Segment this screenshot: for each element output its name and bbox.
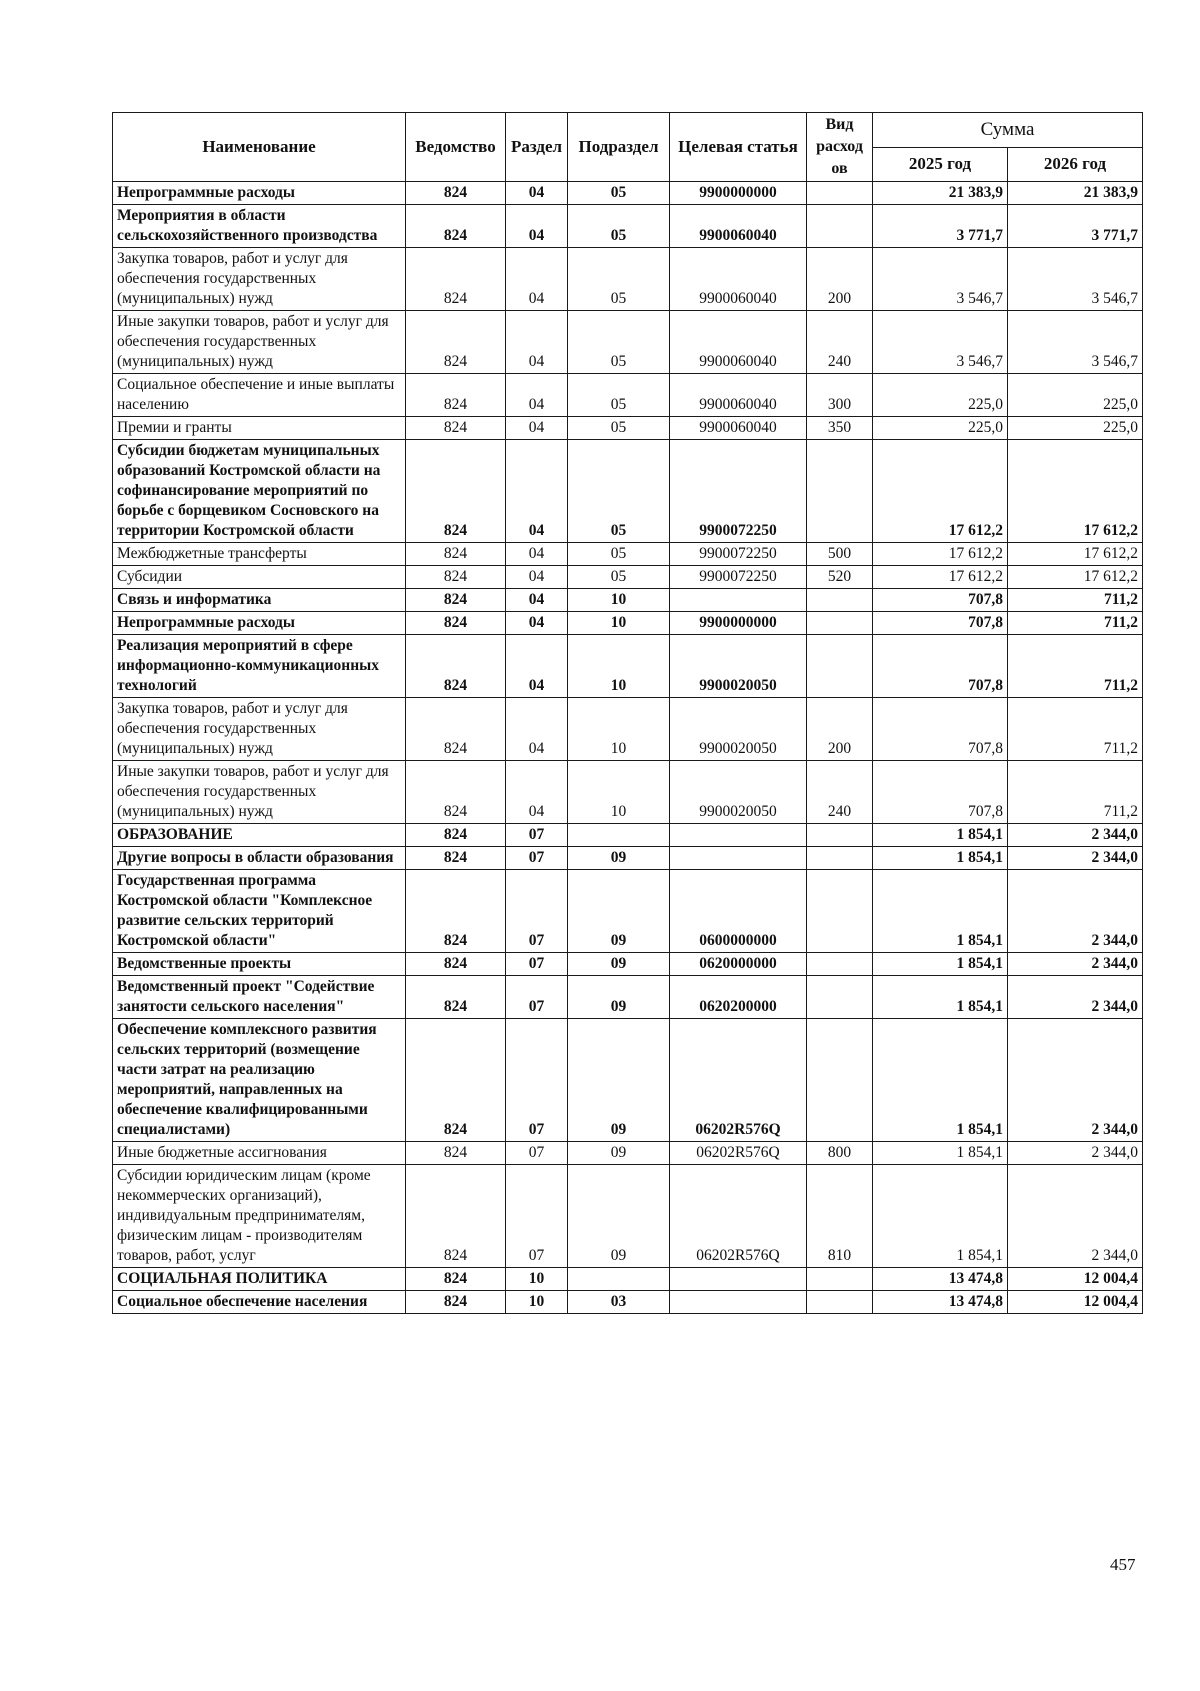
row-target: 9900020050 bbox=[670, 635, 807, 698]
row-target: 9900060040 bbox=[670, 205, 807, 248]
row-section: 04 bbox=[506, 374, 568, 417]
row-target bbox=[670, 589, 807, 612]
row-section: 07 bbox=[506, 953, 568, 976]
row-dept: 824 bbox=[406, 1291, 506, 1314]
row-section: 07 bbox=[506, 1019, 568, 1142]
row-sum-2026: 2 344,0 bbox=[1008, 953, 1143, 976]
row-name: Ведомственный проект "Содействие занятости сельского населения" bbox=[113, 976, 406, 1019]
row-sum-2025: 1 854,1 bbox=[873, 870, 1008, 953]
row-sum-2025: 1 854,1 bbox=[873, 847, 1008, 870]
row-kind bbox=[807, 847, 873, 870]
row-sum-2026: 12 004,4 bbox=[1008, 1291, 1143, 1314]
row-target: 9900020050 bbox=[670, 761, 807, 824]
header-dept: Ведомство bbox=[406, 113, 506, 182]
row-sum-2025: 707,8 bbox=[873, 635, 1008, 698]
row-dept: 824 bbox=[406, 589, 506, 612]
row-dept: 824 bbox=[406, 698, 506, 761]
budget-table-sheet bbox=[112, 112, 1142, 1314]
row-subsection: 10 bbox=[568, 635, 670, 698]
header-row-1 bbox=[113, 113, 1143, 148]
row-kind bbox=[807, 182, 873, 205]
row-kind: 350 bbox=[807, 417, 873, 440]
row-subsection: 05 bbox=[568, 440, 670, 543]
row-kind: 810 bbox=[807, 1165, 873, 1268]
row-dept: 824 bbox=[406, 205, 506, 248]
header-section: Раздел bbox=[506, 113, 568, 182]
row-name: Связь и информатика bbox=[113, 589, 406, 612]
row-name: Ведомственные проекты bbox=[113, 953, 406, 976]
row-sum-2026: 225,0 bbox=[1008, 374, 1143, 417]
row-sum-2025: 3 546,7 bbox=[873, 311, 1008, 374]
row-kind: 500 bbox=[807, 543, 873, 566]
row-dept: 824 bbox=[406, 1165, 506, 1268]
row-sum-2025: 17 612,2 bbox=[873, 543, 1008, 566]
row-sum-2025: 1 854,1 bbox=[873, 1019, 1008, 1142]
table-row bbox=[113, 182, 1143, 205]
table-row bbox=[113, 1165, 1143, 1268]
row-target: 9900072250 bbox=[670, 543, 807, 566]
row-target: 0620200000 bbox=[670, 976, 807, 1019]
header-name: Наименование bbox=[113, 113, 406, 182]
row-subsection: 10 bbox=[568, 612, 670, 635]
row-sum-2026: 225,0 bbox=[1008, 417, 1143, 440]
row-dept: 824 bbox=[406, 847, 506, 870]
row-target bbox=[670, 1291, 807, 1314]
row-kind: 200 bbox=[807, 248, 873, 311]
row-sum-2025: 707,8 bbox=[873, 612, 1008, 635]
row-subsection: 10 bbox=[568, 698, 670, 761]
header-2026: 2026 год bbox=[1008, 147, 1143, 182]
row-target: 9900072250 bbox=[670, 440, 807, 543]
row-subsection bbox=[568, 1268, 670, 1291]
table-row bbox=[113, 847, 1143, 870]
row-sum-2026: 2 344,0 bbox=[1008, 976, 1143, 1019]
row-sum-2025: 707,8 bbox=[873, 589, 1008, 612]
row-name: Другие вопросы в области образования bbox=[113, 847, 406, 870]
row-sum-2025: 1 854,1 bbox=[873, 953, 1008, 976]
row-sum-2025: 13 474,8 bbox=[873, 1291, 1008, 1314]
row-dept: 824 bbox=[406, 635, 506, 698]
row-dept: 824 bbox=[406, 612, 506, 635]
row-name: Закупка товаров, работ и услуг для обеспечения государственных (муниципальных) нужд bbox=[113, 248, 406, 311]
row-kind: 240 bbox=[807, 311, 873, 374]
row-name: Премии и гранты bbox=[113, 417, 406, 440]
row-kind bbox=[807, 870, 873, 953]
row-section: 04 bbox=[506, 248, 568, 311]
table-row bbox=[113, 248, 1143, 311]
table-row bbox=[113, 1268, 1143, 1291]
table-row bbox=[113, 205, 1143, 248]
page-number: 457 bbox=[1110, 1555, 1136, 1574]
header-subsection: Подраздел bbox=[568, 113, 670, 182]
row-target: 9900000000 bbox=[670, 182, 807, 205]
row-sum-2026: 711,2 bbox=[1008, 761, 1143, 824]
table-row bbox=[113, 1142, 1143, 1165]
row-kind: 520 bbox=[807, 566, 873, 589]
table-row bbox=[113, 440, 1143, 543]
row-section: 04 bbox=[506, 311, 568, 374]
row-name: Закупка товаров, работ и услуг для обеспечения государственных (муниципальных) нужд bbox=[113, 698, 406, 761]
table-row bbox=[113, 1291, 1143, 1314]
row-kind: 300 bbox=[807, 374, 873, 417]
row-target bbox=[670, 847, 807, 870]
row-section: 04 bbox=[506, 543, 568, 566]
row-name: Непрограммные расходы bbox=[113, 182, 406, 205]
row-subsection: 09 bbox=[568, 1142, 670, 1165]
row-name: Субсидии юридическим лицам (кроме некоммерческих организаций), индивидуальным предпринимателям, физическим лицам - производителям товаров, работ, услуг bbox=[113, 1165, 406, 1268]
row-section: 04 bbox=[506, 635, 568, 698]
row-subsection: 09 bbox=[568, 870, 670, 953]
row-sum-2026: 17 612,2 bbox=[1008, 543, 1143, 566]
row-target bbox=[670, 1268, 807, 1291]
row-subsection bbox=[568, 824, 670, 847]
row-sum-2025: 1 854,1 bbox=[873, 976, 1008, 1019]
row-sum-2025: 17 612,2 bbox=[873, 440, 1008, 543]
row-subsection: 09 bbox=[568, 953, 670, 976]
row-kind bbox=[807, 205, 873, 248]
row-section: 10 bbox=[506, 1268, 568, 1291]
row-sum-2026: 17 612,2 bbox=[1008, 566, 1143, 589]
row-sum-2026: 3 771,7 bbox=[1008, 205, 1143, 248]
row-subsection: 10 bbox=[568, 589, 670, 612]
row-section: 04 bbox=[506, 205, 568, 248]
row-sum-2025: 3 546,7 bbox=[873, 248, 1008, 311]
row-kind bbox=[807, 612, 873, 635]
row-subsection: 10 bbox=[568, 761, 670, 824]
row-dept: 824 bbox=[406, 182, 506, 205]
row-subsection: 09 bbox=[568, 1019, 670, 1142]
row-kind bbox=[807, 440, 873, 543]
row-subsection: 09 bbox=[568, 1165, 670, 1268]
row-sum-2025: 1 854,1 bbox=[873, 1142, 1008, 1165]
row-target: 06202R576Q bbox=[670, 1019, 807, 1142]
row-section: 04 bbox=[506, 566, 568, 589]
row-kind bbox=[807, 1019, 873, 1142]
row-sum-2026: 2 344,0 bbox=[1008, 847, 1143, 870]
row-name: Субсидии бюджетам муниципальных образований Костромской области на софинансирование мероприятий по борьбе с борщевиком Сосновского на территории Костромской области bbox=[113, 440, 406, 543]
row-target: 9900060040 bbox=[670, 374, 807, 417]
row-sum-2025: 707,8 bbox=[873, 698, 1008, 761]
row-dept: 824 bbox=[406, 824, 506, 847]
row-dept: 824 bbox=[406, 1268, 506, 1291]
row-section: 07 bbox=[506, 824, 568, 847]
table-row bbox=[113, 635, 1143, 698]
row-sum-2026: 711,2 bbox=[1008, 612, 1143, 635]
row-target: 06202R576Q bbox=[670, 1142, 807, 1165]
row-dept: 824 bbox=[406, 1142, 506, 1165]
row-name: Реализация мероприятий в сфере информационно-коммуникационных технологий bbox=[113, 635, 406, 698]
row-kind bbox=[807, 976, 873, 1019]
table-row bbox=[113, 976, 1143, 1019]
row-target: 9900020050 bbox=[670, 698, 807, 761]
row-sum-2026: 711,2 bbox=[1008, 589, 1143, 612]
row-target: 9900060040 bbox=[670, 248, 807, 311]
table-row bbox=[113, 870, 1143, 953]
row-dept: 824 bbox=[406, 543, 506, 566]
budget-table bbox=[112, 112, 1143, 1314]
row-target: 9900060040 bbox=[670, 311, 807, 374]
row-dept: 824 bbox=[406, 870, 506, 953]
row-name: СОЦИАЛЬНАЯ ПОЛИТИКА bbox=[113, 1268, 406, 1291]
table-row bbox=[113, 824, 1143, 847]
row-target: 0620000000 bbox=[670, 953, 807, 976]
row-kind: 240 bbox=[807, 761, 873, 824]
header-2025: 2025 год bbox=[873, 147, 1008, 182]
row-dept: 824 bbox=[406, 953, 506, 976]
row-name: Социальное обеспечение населения bbox=[113, 1291, 406, 1314]
row-dept: 824 bbox=[406, 417, 506, 440]
row-name: Мероприятия в области сельскохозяйственного производства bbox=[113, 205, 406, 248]
row-section: 04 bbox=[506, 417, 568, 440]
row-name: ОБРАЗОВАНИЕ bbox=[113, 824, 406, 847]
table-row bbox=[113, 543, 1143, 566]
table-row bbox=[113, 374, 1143, 417]
row-name: Межбюджетные трансферты bbox=[113, 543, 406, 566]
row-section: 07 bbox=[506, 1142, 568, 1165]
row-sum-2026: 2 344,0 bbox=[1008, 1165, 1143, 1268]
row-name: Иные закупки товаров, работ и услуг для обеспечения государственных (муниципальных) нужд bbox=[113, 761, 406, 824]
row-kind bbox=[807, 635, 873, 698]
row-kind: 200 bbox=[807, 698, 873, 761]
row-subsection: 05 bbox=[568, 566, 670, 589]
row-section: 04 bbox=[506, 761, 568, 824]
row-sum-2026: 2 344,0 bbox=[1008, 870, 1143, 953]
table-row bbox=[113, 311, 1143, 374]
row-section: 04 bbox=[506, 440, 568, 543]
row-sum-2025: 1 854,1 bbox=[873, 1165, 1008, 1268]
row-sum-2026: 12 004,4 bbox=[1008, 1268, 1143, 1291]
row-kind bbox=[807, 1291, 873, 1314]
row-kind bbox=[807, 1268, 873, 1291]
row-kind bbox=[807, 589, 873, 612]
row-sum-2026: 2 344,0 bbox=[1008, 1019, 1143, 1142]
row-subsection: 05 bbox=[568, 205, 670, 248]
row-kind bbox=[807, 824, 873, 847]
row-dept: 824 bbox=[406, 440, 506, 543]
row-kind bbox=[807, 953, 873, 976]
row-target bbox=[670, 824, 807, 847]
row-name: Непрограммные расходы bbox=[113, 612, 406, 635]
row-sum-2026: 711,2 bbox=[1008, 635, 1143, 698]
row-target: 9900000000 bbox=[670, 612, 807, 635]
row-sum-2026: 21 383,9 bbox=[1008, 182, 1143, 205]
row-sum-2026: 3 546,7 bbox=[1008, 311, 1143, 374]
table-row bbox=[113, 612, 1143, 635]
row-section: 04 bbox=[506, 698, 568, 761]
header-sum: Сумма bbox=[873, 113, 1143, 148]
row-dept: 824 bbox=[406, 1019, 506, 1142]
row-target: 06202R576Q bbox=[670, 1165, 807, 1268]
row-dept: 824 bbox=[406, 248, 506, 311]
row-subsection: 05 bbox=[568, 417, 670, 440]
row-section: 04 bbox=[506, 612, 568, 635]
row-name: Социальное обеспечение и иные выплаты населению bbox=[113, 374, 406, 417]
row-subsection: 05 bbox=[568, 374, 670, 417]
row-kind: 800 bbox=[807, 1142, 873, 1165]
row-dept: 824 bbox=[406, 566, 506, 589]
row-target: 9900072250 bbox=[670, 566, 807, 589]
row-dept: 824 bbox=[406, 311, 506, 374]
table-row bbox=[113, 1019, 1143, 1142]
row-sum-2026: 3 546,7 bbox=[1008, 248, 1143, 311]
row-subsection: 09 bbox=[568, 847, 670, 870]
row-name: Обеспечение комплексного развития сельских территорий (возмещение части затрат на реализацию мероприятий, направленных на обеспечение квалифицированными специалистами) bbox=[113, 1019, 406, 1142]
row-dept: 824 bbox=[406, 976, 506, 1019]
table-row bbox=[113, 566, 1143, 589]
row-sum-2026: 2 344,0 bbox=[1008, 824, 1143, 847]
row-section: 04 bbox=[506, 589, 568, 612]
header-kind: Вид расход ов bbox=[807, 113, 873, 182]
row-section: 07 bbox=[506, 976, 568, 1019]
row-sum-2025: 17 612,2 bbox=[873, 566, 1008, 589]
row-sum-2026: 711,2 bbox=[1008, 698, 1143, 761]
row-section: 07 bbox=[506, 1165, 568, 1268]
row-target: 0600000000 bbox=[670, 870, 807, 953]
row-dept: 824 bbox=[406, 374, 506, 417]
row-sum-2025: 707,8 bbox=[873, 761, 1008, 824]
row-sum-2025: 225,0 bbox=[873, 374, 1008, 417]
row-section: 07 bbox=[506, 847, 568, 870]
row-subsection: 09 bbox=[568, 976, 670, 1019]
row-section: 07 bbox=[506, 870, 568, 953]
row-subsection: 03 bbox=[568, 1291, 670, 1314]
table-body bbox=[113, 182, 1143, 1314]
row-sum-2025: 3 771,7 bbox=[873, 205, 1008, 248]
table-row bbox=[113, 417, 1143, 440]
row-sum-2025: 13 474,8 bbox=[873, 1268, 1008, 1291]
row-subsection: 05 bbox=[568, 248, 670, 311]
row-subsection: 05 bbox=[568, 543, 670, 566]
row-sum-2026: 2 344,0 bbox=[1008, 1142, 1143, 1165]
row-name: Субсидии bbox=[113, 566, 406, 589]
row-subsection: 05 bbox=[568, 182, 670, 205]
row-section: 04 bbox=[506, 182, 568, 205]
row-sum-2025: 1 854,1 bbox=[873, 824, 1008, 847]
row-name: Иные бюджетные ассигнования bbox=[113, 1142, 406, 1165]
table-row bbox=[113, 698, 1143, 761]
row-name: Иные закупки товаров, работ и услуг для обеспечения государственных (муниципальных) нужд bbox=[113, 311, 406, 374]
row-subsection: 05 bbox=[568, 311, 670, 374]
table-row bbox=[113, 953, 1143, 976]
table-row bbox=[113, 761, 1143, 824]
row-target: 9900060040 bbox=[670, 417, 807, 440]
header-target: Целевая статья bbox=[670, 113, 807, 182]
row-dept: 824 bbox=[406, 761, 506, 824]
row-name: Государственная программа Костромской области "Комплексное развитие сельских территорий Костромской области" bbox=[113, 870, 406, 953]
row-section: 10 bbox=[506, 1291, 568, 1314]
row-sum-2025: 225,0 bbox=[873, 417, 1008, 440]
row-sum-2025: 21 383,9 bbox=[873, 182, 1008, 205]
table-row bbox=[113, 589, 1143, 612]
row-sum-2026: 17 612,2 bbox=[1008, 440, 1143, 543]
